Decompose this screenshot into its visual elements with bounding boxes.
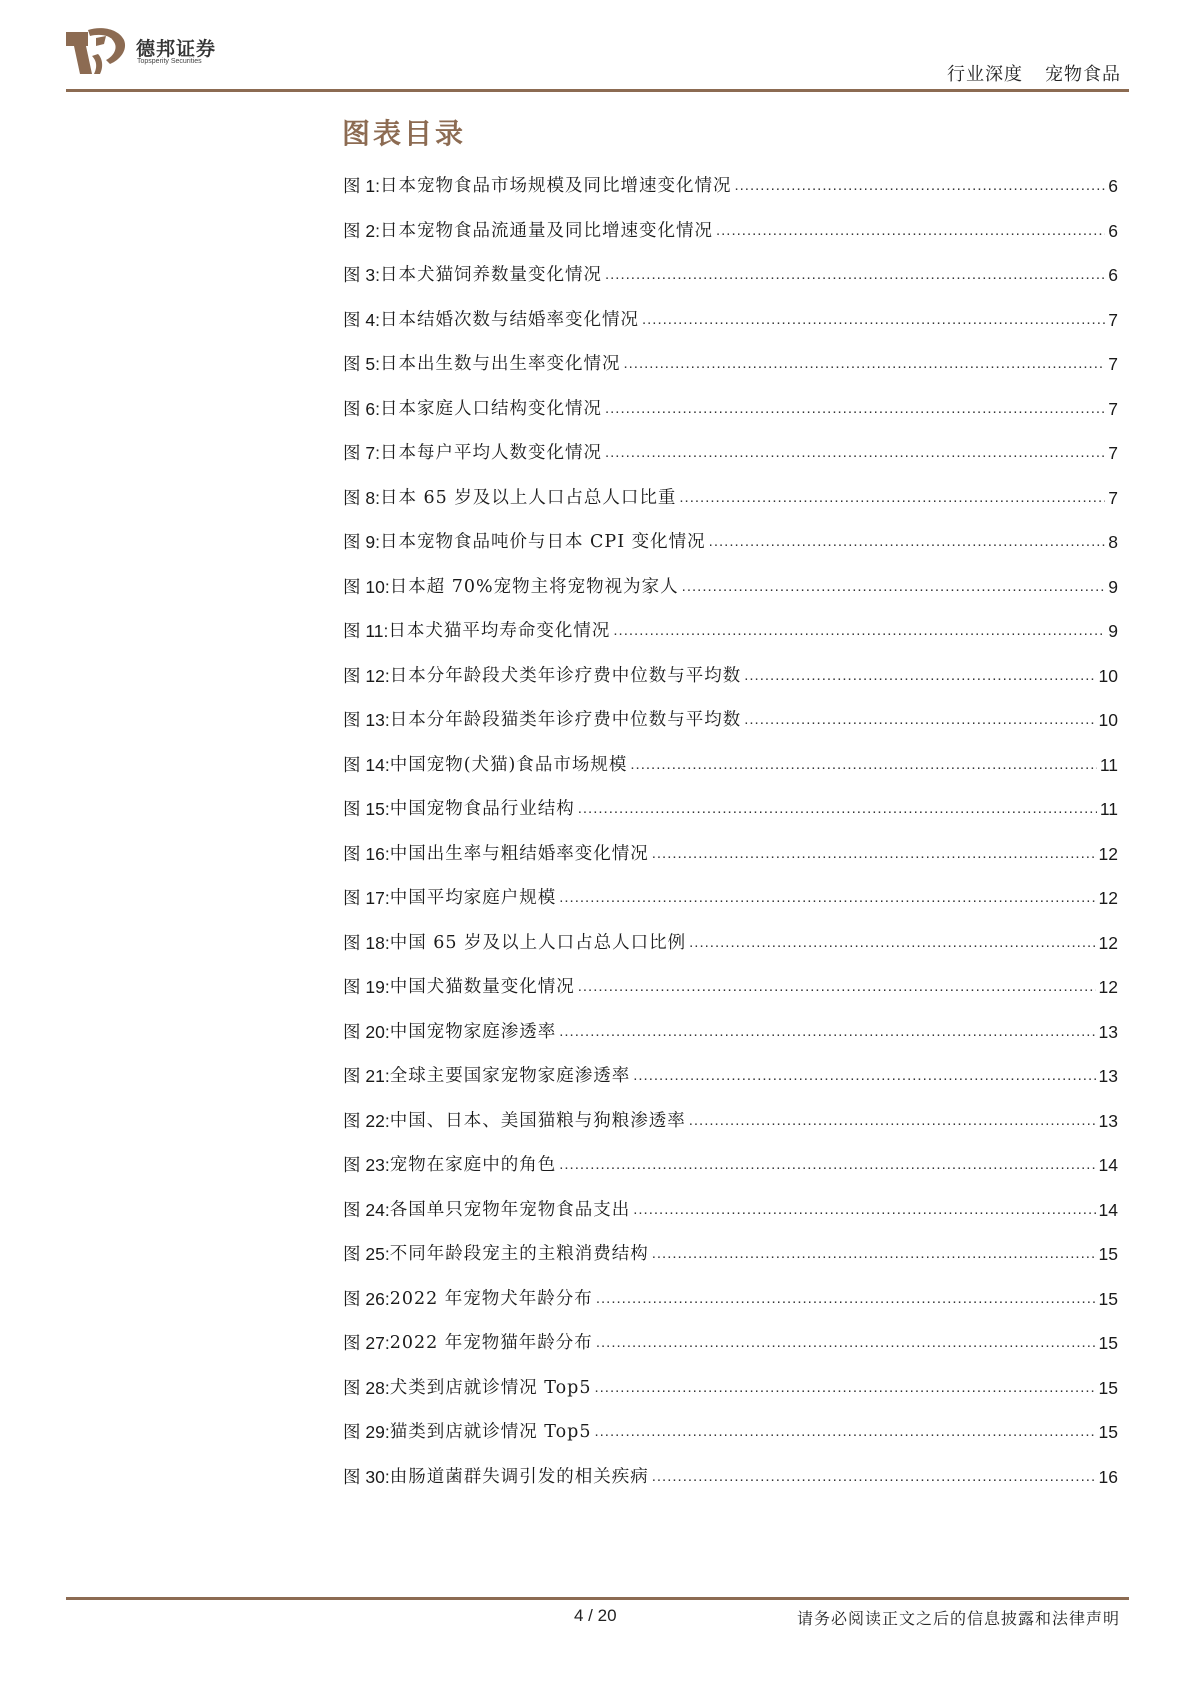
toc-entry[interactable] [343, 1376, 1118, 1421]
figure-caption[interactable]: 中国、日本、美国猫粮与狗粮渗透率 [389, 1110, 686, 1131]
dot-leader [559, 1153, 1095, 1177]
page-number[interactable]: 14 [1098, 1199, 1118, 1220]
toc-entry[interactable] [343, 1064, 1118, 1109]
figure-number: 图 9: [343, 532, 380, 552]
logo-english-name: Topsperity Securities [137, 58, 202, 65]
toc-entry[interactable] [343, 486, 1118, 531]
toc-entry[interactable] [343, 575, 1118, 620]
figure-caption[interactable]: 中国出生率与粗结婚率变化情况 [389, 843, 649, 864]
toc-entry[interactable] [343, 308, 1118, 353]
toc-entry[interactable] [343, 219, 1118, 264]
page-number[interactable]: 12 [1098, 932, 1118, 953]
figure-number: 图 14: [343, 754, 390, 775]
figure-caption[interactable]: 2022 年宠物犬年龄分布 [389, 1288, 593, 1309]
page-number[interactable]: 13 [1098, 1066, 1118, 1086]
dot-leader [652, 842, 1096, 866]
page-number[interactable]: 12 [1098, 977, 1118, 997]
page-number[interactable]: 11 [1099, 754, 1118, 775]
toc-entry[interactable] [343, 1287, 1118, 1332]
toc-title: 图表目录 [342, 117, 467, 150]
figure-number: 图 16: [343, 843, 390, 864]
dot-leader [744, 708, 1095, 732]
dot-leader [633, 1198, 1095, 1222]
figure-caption[interactable]: 日本结婚次数与结婚率变化情况 [379, 309, 639, 330]
toc-entry[interactable] [343, 1020, 1118, 1065]
figure-caption[interactable]: 日本分年龄段犬类年诊疗费中位数与平均数 [389, 665, 742, 686]
page-number[interactable]: 10 [1098, 710, 1118, 730]
page-number[interactable]: 6 [1108, 176, 1118, 196]
figure-caption[interactable]: 日本宠物食品吨价与日本 CPI 变化情况 [379, 532, 706, 552]
dot-leader [559, 1020, 1095, 1044]
figure-number: 图 12: [343, 665, 390, 686]
figure-caption[interactable]: 日本宠物食品市场规模及同比增速变化情况 [379, 176, 732, 196]
dot-leader [578, 797, 1097, 821]
toc-entry[interactable] [343, 931, 1118, 976]
dot-leader [559, 886, 1095, 910]
company-logo [66, 26, 286, 82]
figure-number: 图 13: [343, 710, 390, 730]
page-indicator: 4 / 20 [574, 1606, 617, 1625]
toc-entry[interactable] [343, 1420, 1118, 1465]
page-number[interactable]: 7 [1108, 398, 1118, 419]
page-number[interactable]: 7 [1108, 354, 1118, 374]
toc-entry[interactable] [343, 263, 1118, 308]
dot-leader [744, 664, 1095, 688]
toc-entry[interactable] [343, 1465, 1118, 1510]
dot-leader [642, 308, 1105, 332]
dot-leader [709, 530, 1106, 554]
toc-entry[interactable] [343, 842, 1118, 887]
page-number[interactable]: 15 [1098, 1333, 1118, 1353]
report-topic: 宠物食品 [1045, 64, 1121, 85]
page-number[interactable]: 15 [1098, 1377, 1118, 1398]
toc-entry[interactable] [343, 1242, 1118, 1287]
figure-caption[interactable]: 日本每户平均人数变化情况 [379, 443, 602, 463]
figure-number: 图 28: [343, 1377, 390, 1398]
figure-caption[interactable]: 日本家庭人口结构变化情况 [379, 398, 602, 419]
page-number[interactable]: 12 [1098, 888, 1118, 908]
figure-number: 图 1: [343, 176, 380, 196]
figure-caption[interactable]: 中国宠物食品行业结构 [389, 799, 575, 819]
figure-number: 图 3: [343, 265, 380, 285]
dot-leader [689, 1109, 1096, 1133]
figure-caption[interactable]: 2022 年宠物猫年龄分布 [389, 1333, 593, 1353]
company-logo-icon [66, 26, 130, 78]
dot-leader [623, 352, 1105, 376]
page-number[interactable]: 9 [1108, 621, 1118, 641]
toc-entry[interactable] [343, 975, 1118, 1020]
toc-entry[interactable] [343, 708, 1118, 753]
dot-leader [682, 575, 1106, 599]
figure-list [343, 174, 1118, 1509]
figure-number: 图 2: [343, 220, 380, 241]
figure-caption[interactable]: 由肠道菌群失调引发的相关疾病 [389, 1466, 649, 1487]
page-number[interactable]: 14 [1098, 1155, 1118, 1175]
page-number[interactable]: 15 [1098, 1244, 1118, 1264]
page-number[interactable]: 8 [1108, 532, 1118, 552]
report-type: 行业深度 [947, 64, 1023, 85]
dot-leader [652, 1465, 1096, 1489]
dot-leader [605, 263, 1105, 287]
dot-leader [633, 1064, 1095, 1088]
page-number[interactable]: 13 [1098, 1110, 1118, 1131]
logo-chinese-name: 德邦证券 [136, 38, 217, 60]
header-divider [66, 89, 1129, 92]
page-number[interactable]: 6 [1108, 265, 1118, 285]
figure-number: 图 6: [343, 398, 380, 419]
dot-leader [594, 1420, 1095, 1444]
figure-number: 图 18: [343, 932, 390, 953]
toc-entry[interactable] [343, 530, 1118, 575]
figure-caption[interactable]: 中国宠物家庭渗透率 [389, 1021, 557, 1042]
figure-caption[interactable]: 中国犬猫数量变化情况 [389, 977, 575, 997]
figure-caption[interactable]: 猫类到店就诊情况 Top5 [389, 1422, 592, 1442]
figure-caption[interactable]: 日本宠物食品流通量及同比增速变化情况 [379, 220, 713, 241]
dot-leader [716, 219, 1105, 243]
page-number[interactable]: 6 [1108, 220, 1118, 241]
figure-number: 图 8: [343, 487, 380, 508]
toc-entry[interactable] [343, 664, 1118, 709]
dot-leader [689, 931, 1095, 955]
toc-entry[interactable] [343, 441, 1118, 486]
figure-caption[interactable]: 不同年龄段宠主的主粮消费结构 [389, 1244, 649, 1264]
figure-number: 图 4: [343, 309, 380, 330]
figure-number: 图 11: [343, 621, 389, 641]
page-number[interactable]: 7 [1108, 487, 1118, 508]
figure-caption[interactable]: 中国平均家庭户规模 [389, 888, 557, 908]
dot-leader [578, 975, 1096, 999]
figure-number: 图 5: [343, 354, 380, 374]
toc-entry[interactable] [343, 174, 1118, 219]
dot-leader [605, 397, 1105, 421]
figure-caption[interactable]: 日本犬猫饲养数量变化情况 [379, 265, 602, 285]
toc-entry[interactable] [343, 886, 1118, 931]
page-number[interactable]: 16 [1098, 1466, 1118, 1487]
dot-leader [652, 1242, 1096, 1266]
figure-caption[interactable]: 犬类到店就诊情况 Top5 [389, 1377, 592, 1398]
figure-caption[interactable]: 日本出生数与出生率变化情况 [379, 354, 621, 374]
figure-number: 图 21: [343, 1066, 390, 1086]
figure-caption[interactable]: 各国单只宠物年宠物食品支出 [389, 1199, 631, 1220]
page-number[interactable]: 13 [1098, 1021, 1118, 1042]
figure-number: 图 25: [343, 1244, 390, 1264]
figure-caption[interactable]: 日本 65 岁及以上人口占总人口比重 [379, 487, 677, 508]
page-number[interactable]: 9 [1108, 576, 1118, 597]
footer-divider [66, 1597, 1129, 1600]
page-number[interactable]: 11 [1099, 799, 1118, 819]
dot-leader [596, 1331, 1096, 1355]
figure-number: 图 15: [343, 799, 390, 819]
toc-entry[interactable] [343, 1331, 1118, 1376]
figure-caption[interactable]: 宠物在家庭中的角色 [389, 1155, 557, 1175]
figure-number: 图 22: [343, 1110, 390, 1131]
figure-number: 图 27: [343, 1333, 390, 1353]
figure-number: 图 24: [343, 1199, 390, 1220]
toc-entry[interactable] [343, 753, 1118, 798]
page-number[interactable]: 15 [1098, 1422, 1118, 1442]
figure-number: 图 17: [343, 888, 390, 908]
figure-number: 图 10: [343, 576, 390, 597]
page-number[interactable]: 10 [1098, 665, 1118, 686]
toc-entry[interactable] [343, 397, 1118, 442]
dot-leader [605, 441, 1105, 465]
dot-leader [594, 1376, 1095, 1400]
figure-number: 图 30: [343, 1466, 390, 1487]
dot-leader [734, 174, 1105, 198]
figure-number: 图 29: [343, 1422, 390, 1442]
figure-caption[interactable]: 中国 65 岁及以上人口占总人口比例 [389, 932, 687, 953]
figure-caption[interactable]: 全球主要国家宠物家庭渗透率 [389, 1066, 631, 1086]
dot-leader [596, 1287, 1096, 1311]
toc-entry[interactable] [343, 1109, 1118, 1154]
toc-entry[interactable] [343, 352, 1118, 397]
toc-entry[interactable] [343, 619, 1118, 664]
dot-leader [613, 619, 1105, 643]
toc-entry[interactable] [343, 797, 1118, 842]
page-number[interactable]: 12 [1098, 843, 1118, 864]
figure-number: 图 19: [343, 977, 390, 997]
toc-entry[interactable] [343, 1198, 1118, 1243]
report-category [947, 60, 1121, 86]
page-number[interactable]: 15 [1098, 1288, 1118, 1309]
dot-leader [630, 753, 1096, 777]
page-number[interactable]: 7 [1108, 443, 1118, 463]
figure-number: 图 7: [343, 443, 380, 463]
legal-disclaimer: 请务必阅读正文之后的信息披露和法律声明 [796, 1609, 1120, 1628]
dot-leader [679, 486, 1105, 510]
figure-caption[interactable]: 中国宠物(犬猫)食品市场规模 [389, 754, 628, 775]
figure-number: 图 26: [343, 1288, 390, 1309]
figure-number: 图 23: [343, 1155, 390, 1175]
figure-caption[interactable]: 日本超 70%宠物主将宠物视为家人 [389, 576, 679, 597]
page-number[interactable]: 7 [1108, 309, 1118, 330]
figure-caption[interactable]: 日本分年龄段猫类年诊疗费中位数与平均数 [389, 710, 742, 730]
page-header [66, 24, 1129, 92]
toc-entry[interactable] [343, 1153, 1118, 1198]
figure-number: 图 20: [343, 1021, 390, 1042]
figure-caption[interactable]: 日本犬猫平均寿命变化情况 [388, 621, 611, 641]
